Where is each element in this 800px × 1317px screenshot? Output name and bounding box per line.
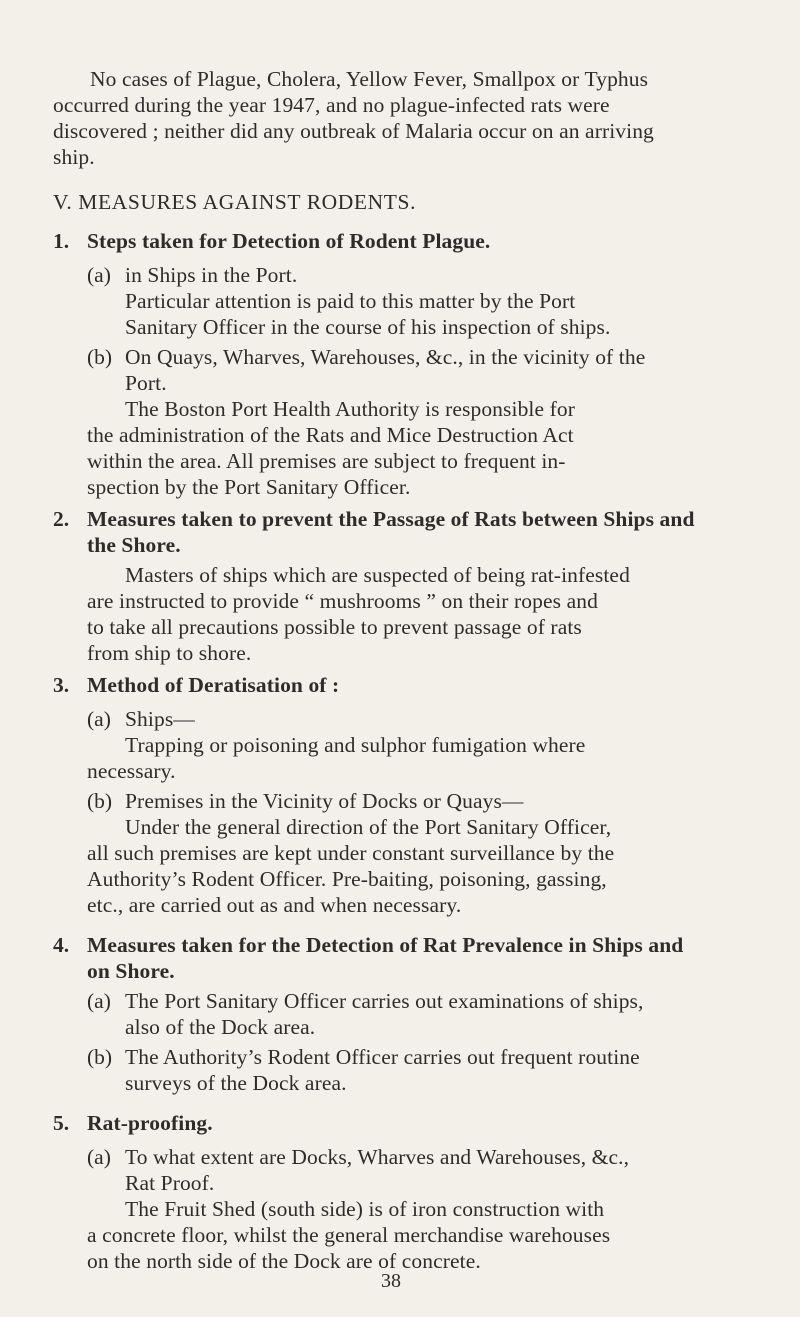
- sub-heading: Premises in the Vicinity of Docks or Quays—: [125, 789, 524, 813]
- sub-label: (a): [87, 263, 111, 287]
- sub-label: (b): [87, 345, 113, 369]
- body-line: a concrete floor, whilst the general merchandise warehouses: [87, 1223, 611, 1247]
- sub-label: (b): [87, 1045, 113, 1069]
- body-line: from ship to shore.: [87, 641, 252, 665]
- body-line: The Boston Port Health Authority is responsible for: [125, 397, 575, 421]
- intro-line: No cases of Plague, Cholera, Yellow Fever, Smallpox or Typhus: [90, 67, 649, 91]
- sub-label: (a): [87, 1145, 111, 1169]
- item-title: Method of Deratisation of :: [87, 673, 340, 697]
- item-number: 4.: [53, 933, 70, 957]
- body-line: spection by the Port Sanitary Officer.: [87, 475, 411, 499]
- intro-line: ship.: [53, 145, 95, 169]
- sub-label: (b): [87, 789, 113, 813]
- sub-label: (a): [87, 989, 111, 1013]
- sub-heading: The Port Sanitary Officer carries out examinations of ships,: [125, 989, 644, 1013]
- body-line: are instructed to provide “ mushrooms ” on their ropes and: [87, 589, 598, 613]
- item-title: Measures taken to prevent the Passage of Rats between Ships and: [87, 507, 695, 531]
- body-line: also of the Dock area.: [125, 1015, 316, 1039]
- item-title: Measures taken for the Detection of Rat Prevalence in Ships and: [87, 933, 684, 957]
- sub-heading: in Ships in the Port.: [125, 263, 298, 287]
- page-number: 38: [381, 1270, 401, 1292]
- item-number: 2.: [53, 507, 70, 531]
- body-line: Under the general direction of the Port Sanitary Officer,: [125, 815, 612, 839]
- body-line: necessary.: [87, 759, 176, 783]
- intro-line: discovered ; neither did any outbreak of Malaria occur on an arriving: [53, 119, 654, 143]
- sub-heading: On Quays, Wharves, Warehouses, &c., in the vicinity of the: [125, 345, 646, 369]
- sub-heading: Ships—: [125, 707, 195, 731]
- body-line: within the area. All premises are subject to frequent in-: [87, 449, 566, 473]
- body-line: Sanitary Officer in the course of his inspection of ships.: [125, 315, 611, 339]
- item-number: 3.: [53, 673, 70, 697]
- intro-line: occurred during the year 1947, and no plague-infected rats were: [53, 93, 610, 117]
- body-line: Rat Proof.: [125, 1171, 215, 1195]
- item-title: Rat-proofing.: [87, 1111, 213, 1135]
- sub-heading: The Authority’s Rodent Officer carries out frequent routine: [125, 1045, 640, 1069]
- body-line: etc., are carried out as and when necessary.: [87, 893, 462, 917]
- sub-heading: To what extent are Docks, Wharves and Warehouses, &c.,: [125, 1145, 630, 1169]
- body-line: The Fruit Shed (south side) is of iron construction with: [125, 1197, 605, 1221]
- item-number: 1.: [53, 229, 70, 253]
- body-line: all such premises are kept under constant surveillance by the: [87, 841, 615, 865]
- item-title: on Shore.: [87, 959, 175, 983]
- body-line: Authority’s Rodent Officer. Pre-baiting, poisoning, gassing,: [87, 867, 607, 891]
- body-line: Port.: [125, 371, 167, 395]
- body-line: surveys of the Dock area.: [125, 1071, 347, 1095]
- item-title: Steps taken for Detection of Rodent Plague.: [87, 229, 491, 253]
- body-line: Particular attention is paid to this matter by the Port: [125, 289, 576, 313]
- body-line: Masters of ships which are suspected of being rat-infested: [125, 563, 630, 587]
- sub-label: (a): [87, 707, 111, 731]
- body-line: Trapping or poisoning and sulphor fumigation where: [125, 733, 586, 757]
- item-title: the Shore.: [87, 533, 181, 557]
- section-heading: V. MEASURES AGAINST RODENTS.: [53, 190, 417, 214]
- item-number: 5.: [53, 1111, 70, 1135]
- body-line: on the north side of the Dock are of concrete.: [87, 1249, 481, 1273]
- body-line: to take all precautions possible to prevent passage of rats: [87, 615, 582, 639]
- body-line: the administration of the Rats and Mice Destruction Act: [87, 423, 574, 447]
